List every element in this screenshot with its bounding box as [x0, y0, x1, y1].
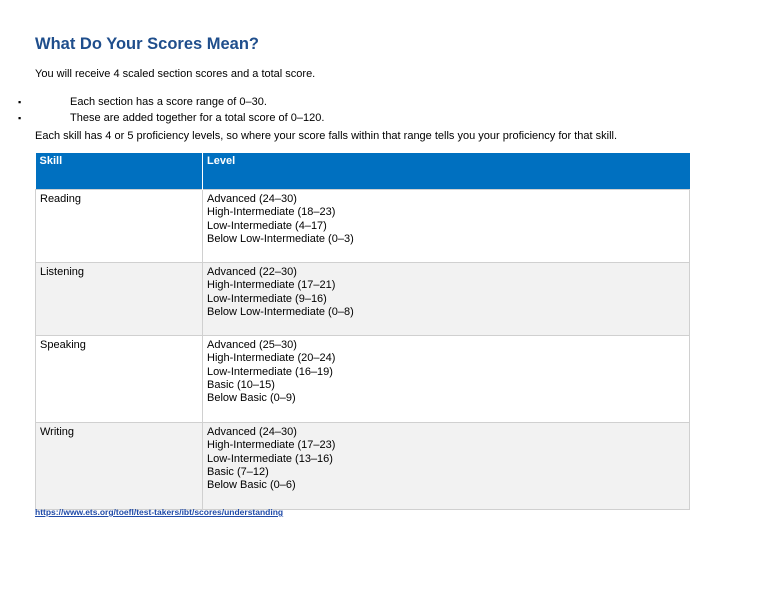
- bullet-text: These are added together for a total score of 0–120.: [70, 112, 325, 124]
- table-row: [36, 263, 690, 336]
- level-line: Low-Intermediate (13–16): [207, 452, 333, 465]
- table-row: [36, 423, 690, 510]
- square-bullet-icon: ▪: [18, 113, 22, 123]
- level-cell: [203, 190, 690, 263]
- level-line: High-Intermediate (20–24): [207, 352, 336, 365]
- level-line: High-Intermediate (18–23): [207, 206, 336, 219]
- level-line: Low-Intermediate (9–16): [207, 292, 327, 305]
- level-line: Below Low-Intermediate (0–3): [207, 232, 354, 245]
- skill-cell: Writing: [36, 423, 203, 510]
- level-line: Basic (10–15): [207, 378, 275, 391]
- square-bullet-icon: ▪: [18, 97, 22, 107]
- level-line: Low-Intermediate (4–17): [207, 219, 327, 232]
- level-line: Low-Intermediate (16–19): [207, 365, 333, 378]
- level-line: High-Intermediate (17–21): [207, 279, 336, 292]
- table-row: [36, 190, 690, 263]
- proficiency-note: Each skill has 4 or 5 proficiency levels, so where your score falls within that range tells you your proficiency for that skill.: [35, 130, 618, 142]
- level-cell: [203, 263, 690, 336]
- level-line: Advanced (22–30): [207, 266, 297, 278]
- table-header-row: [36, 153, 690, 190]
- level-line: High-Intermediate (17–23): [207, 439, 336, 452]
- source-link[interactable]: https://www.ets.org/toefl/test-takers/ibt/scores/understanding: [35, 507, 284, 517]
- level-line: Advanced (24–30): [207, 426, 297, 438]
- column-header-skill: Skill: [36, 153, 203, 190]
- intro-text: You will receive 4 scaled section scores and a total score.: [35, 68, 316, 80]
- skill-cell: Reading: [36, 190, 203, 263]
- level-line: Advanced (24–30): [207, 193, 297, 205]
- page-title: What Do Your Scores Mean?: [35, 35, 260, 53]
- level-cell: [203, 423, 690, 510]
- level-line: Below Basic (0–9): [207, 392, 296, 405]
- bullet-text: Each section has a score range of 0–30.: [70, 96, 267, 108]
- level-line: Basic (7–12): [207, 465, 269, 478]
- column-header-level: Level: [203, 153, 690, 190]
- level-line: Below Low-Intermediate (0–8): [207, 305, 354, 318]
- score-table: [35, 153, 690, 510]
- level-line: Advanced (25–30): [207, 339, 297, 351]
- level-line: Below Basic (0–6): [207, 479, 296, 492]
- table-row: [36, 336, 690, 423]
- skill-cell: Speaking: [36, 336, 203, 423]
- skill-cell: Listening: [36, 263, 203, 336]
- level-cell: [203, 336, 690, 423]
